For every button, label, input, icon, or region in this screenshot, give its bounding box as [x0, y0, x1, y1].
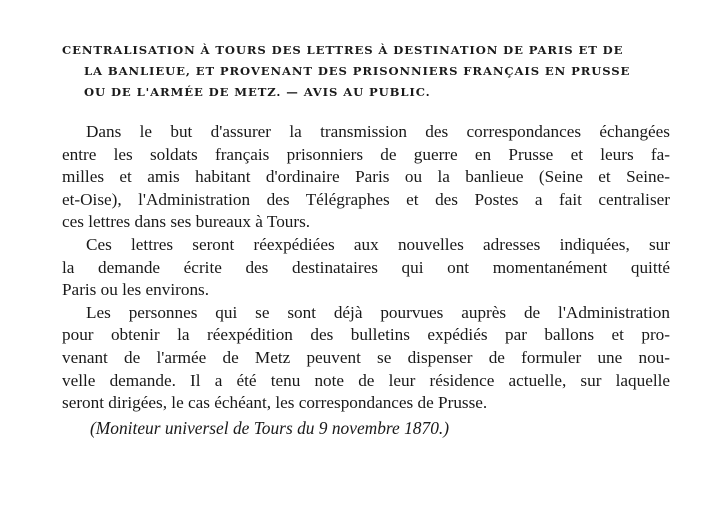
title-line: LA BANLIEUE, ET PROVENANT DES PRISONNIERS FRANÇAIS EN PRUSSE [84, 64, 631, 78]
text-line: velle demande. Il a été tenu note de leur résidence actuelle, sur laquelle [62, 370, 670, 390]
text-line: Dans le but d'assurer la transmission des correspondances échangées [86, 122, 670, 141]
text-line: Les personnes qui se sont déjà pourvues auprès de l'Administration [86, 302, 670, 322]
text-line: ces lettres dans ses bureaux à Tours. [62, 212, 311, 232]
paragraph-centralisation [62, 121, 670, 234]
text-line: venant de l'armée de Metz peuvent se dispenser de formuler une nou- [62, 347, 670, 367]
title-line: CENTRALISATION À TOURS DES LETTRES À DESTINATION DE PARIS ET DE [62, 43, 624, 57]
document-title [62, 40, 672, 103]
source-citation: (Moniteur universel de Tours du 9 novembre 1870.) [90, 418, 450, 438]
document-body [62, 121, 670, 415]
text-line: et-Oise), l'Administration des Télégraphes et des Postes a fait centraliser [62, 189, 670, 209]
text-line: seront dirigées, le cas échéant, les correspondances de Prusse. [62, 393, 488, 413]
title-line: OU DE L'ARMÉE DE METZ. — AVIS AU PUBLIC. [84, 85, 431, 99]
paragraph-personnes [62, 302, 670, 415]
text-line: milles et amis habitant d'ordinaire Paris ou la banlieue (Seine et Seine- [62, 167, 670, 187]
paragraph-reexpedition [62, 234, 670, 302]
text-line: Paris ou les environs. [62, 280, 210, 300]
text-line: pour obtenir la réexpédition des bulletins expédiés par ballons et pro- [62, 325, 670, 345]
text-line: Ces lettres seront réexpédiées aux nouvelles adresses indiquées, sur [86, 234, 670, 254]
text-line: entre les soldats français prisonniers de guerre en Prusse et leurs fa- [62, 144, 670, 164]
text-line: la demande écrite des destinataires qui ont momentanément quitté [62, 257, 670, 277]
